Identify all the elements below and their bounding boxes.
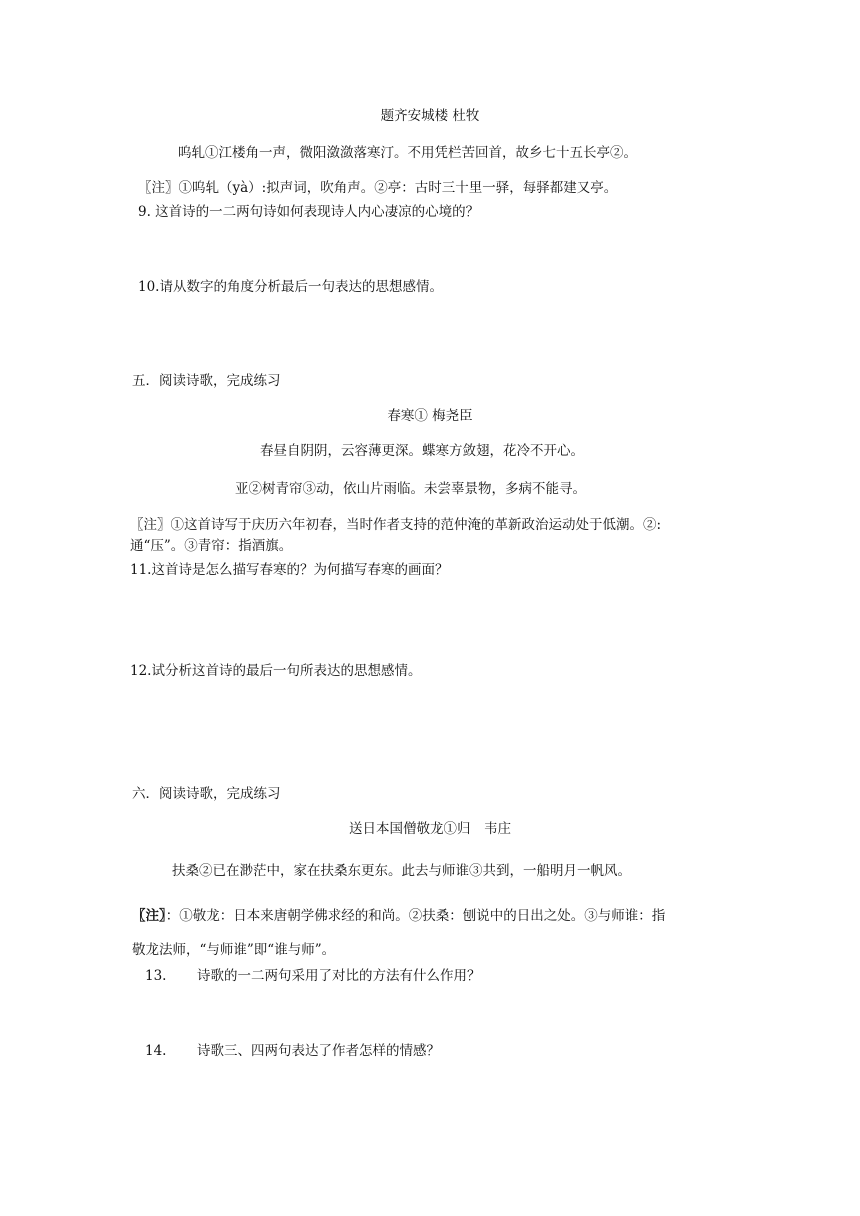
poem2-note-1: 〖注〗①这首诗写于庆历六年初春，当时作者支持的范仲淹的革新政治运动处于低潮。②: — [130, 517, 662, 533]
poem2-title: 春寒① 梅尧臣 — [387, 408, 473, 424]
section-5-heading: 五．阅读诗歌，完成练习 — [132, 373, 281, 389]
question-14-text: 诗歌三、四两句表达了作者怎样的情感？ — [197, 1043, 440, 1059]
poem3-text: 扶桑②已在渺茫中，家在扶桑东更东。此去与师谁③共到，一船明月一帆风。 — [172, 863, 631, 879]
poem3-title: 送日本国僧敬龙①归 韦庄 — [349, 821, 511, 837]
poem3-note-2: 敬龙法师，“与师谁”即“谁与师”。 — [132, 942, 336, 958]
question-11: 11.这首诗是怎么描写春寒的？为何描写春寒的画面？ — [130, 562, 449, 578]
question-13 — [145, 967, 481, 985]
poem1-title: 题齐安城楼 杜牧 — [380, 108, 480, 124]
poem1-text: 呜轧①江楼角一声，微阳潋潋落寒汀。不用凭栏苦回首，故乡七十五长亭②。 — [178, 145, 637, 161]
question-9: 9. 这首诗的一二两句诗如何表现诗人内心凄凉的心境的？ — [138, 204, 480, 220]
question-12: 12.试分析这首诗的最后一句所表达的思想感情。 — [130, 663, 422, 679]
note-text: ：①敬龙：日本来唐朝学佛求经的和尚。②扶桑：刨说中的日出之处。③与师谁：指 — [165, 908, 666, 924]
poem3-note-1 — [132, 907, 665, 925]
poem2-line-1: 春昼自阴阴，云容薄更深。蝶寒方敛翅，花冷不开心。 — [260, 443, 584, 459]
note-label: 〖注〗 — [132, 908, 166, 924]
section-6-heading: 六．阅读诗歌，完成练习 — [132, 786, 281, 802]
question-13-text: 诗歌的一二两句采用了对比的方法有什么作用？ — [197, 968, 481, 984]
question-13-number: 13. — [145, 968, 167, 984]
poem2-note-2: 通“压”。③青帘：指酒旗。 — [130, 538, 293, 554]
poem2-line-2: 亚②树青帘③动，依山片雨临。未尝辜景物，多病不能寻。 — [235, 481, 586, 497]
poem1-note: 〖注〗①呜轧（yà）:拟声词，吹角声。②亭：古时三十里一驿，每驿都建又亭。 — [138, 180, 618, 196]
question-10: 10.请从数字的角度分析最后一句表达的思想感情。 — [138, 279, 443, 295]
question-14-number: 14. — [145, 1043, 167, 1059]
question-14 — [145, 1042, 440, 1060]
